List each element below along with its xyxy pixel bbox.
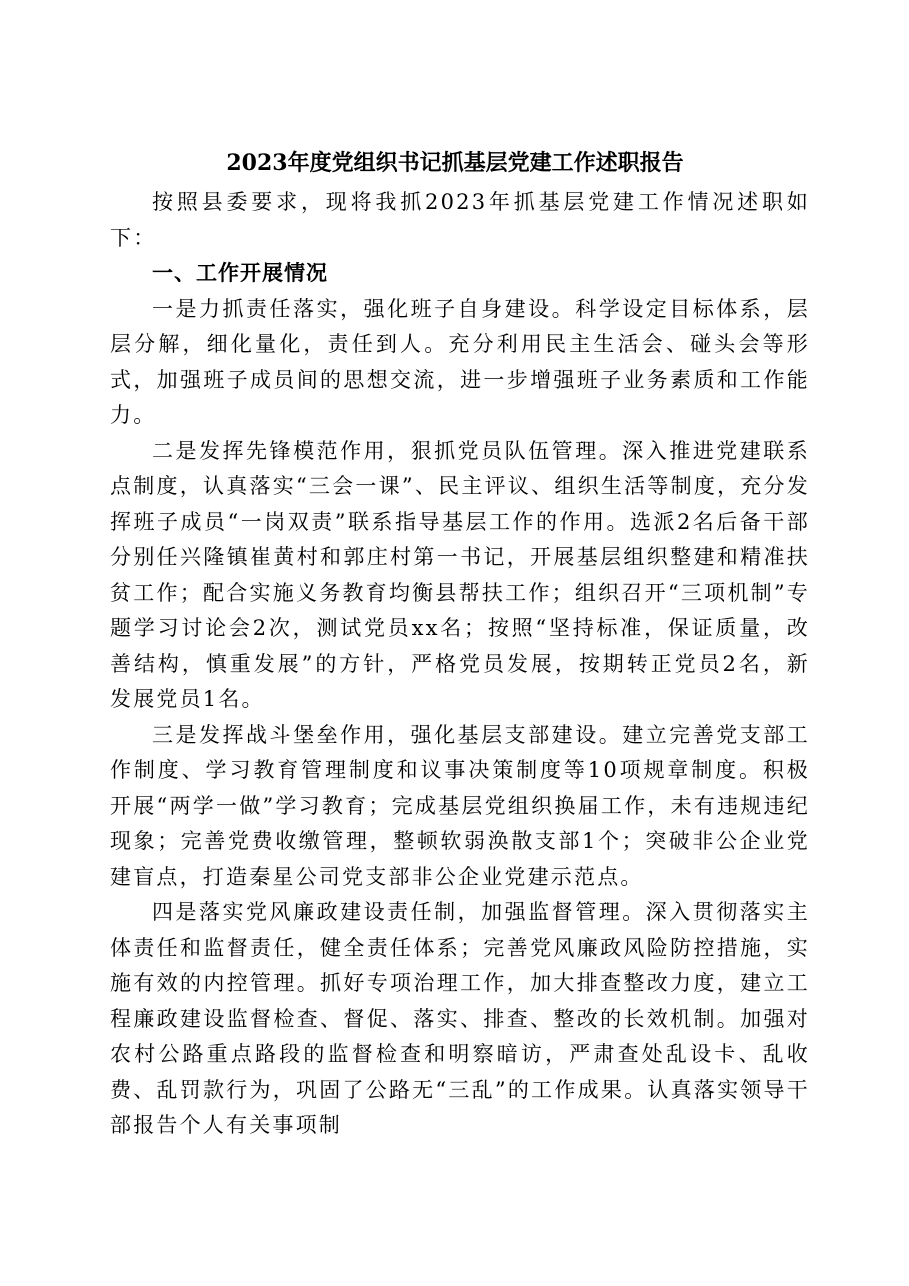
document-body (110, 185, 810, 1144)
paragraph-4: 四是落实党风廉政建设责任制，加强监督管理。深入贯彻落实主体责任和监督责任，健全责任体系；完善党风廉政风险防控措施，实施有效的内控管理。抓好专项治理工作，加大排查整改力度，建立工程廉政建设监督检查、督促、落实、排查、整改的长效机制。加强对农村公路重点路段的监督检查和明察暗访，严肃查处乱设卡、乱收费、乱罚款行为，巩固了公路无“三乱”的工作成果。认真落实领导干部报告个人有关事项制 (110, 900, 810, 1137)
intro-paragraph: 按照县委要求，现将我抓2023年抓基层党建工作情况述职如下： (110, 190, 810, 250)
section-heading: 一、工作开展情况 (152, 261, 328, 285)
paragraph-3: 三是发挥战斗堡垒作用，强化基层支部建设。建立完善党支部工作制度、学习教育管理制度和议事决策制度等10项规章制度。积极开展“两学一做”学习教育；完成基层党组织换届工作，未有违规违纪现象；完善党费收缴管理，整顿软弱涣散支部1个；突破非公企业党建盲点，打造秦星公司党支部非公企业党建示范点。 (110, 722, 810, 889)
paragraph-2: 二是发挥先锋模范作用，狠抓党员队伍管理。深入推进党建联系点制度，认真落实“三会一课”、民主评议、组织生活等制度，充分发挥班子成员“一岗双责”联系指导基层工作的作用。选派2名后备干部分别任兴隆镇崔黄村和郭庄村第一书记，开展基层组织整建和精准扶贫工作；配合实施义务教育均衡县帮扶工作；组织召开“三项机制”专题学习讨论会2次，测试党员xx名；按照“坚持标准，保证质量，改善结构，慎重发展”的方针，严格党员发展，按期转正党员2名，新发展党员1名。 (110, 438, 810, 711)
document-title: 2023年度党组织书记抓基层党建工作述职报告 (226, 150, 684, 176)
paragraph-1: 一是力抓责任落实，强化班子自身建设。科学设定目标体系，层层分解，细化量化，责任到人。充分利用民主生活会、碰头会等形式，加强班子成员间的思想交流，进一步增强班子业务素质和工作能力。 (110, 296, 810, 427)
